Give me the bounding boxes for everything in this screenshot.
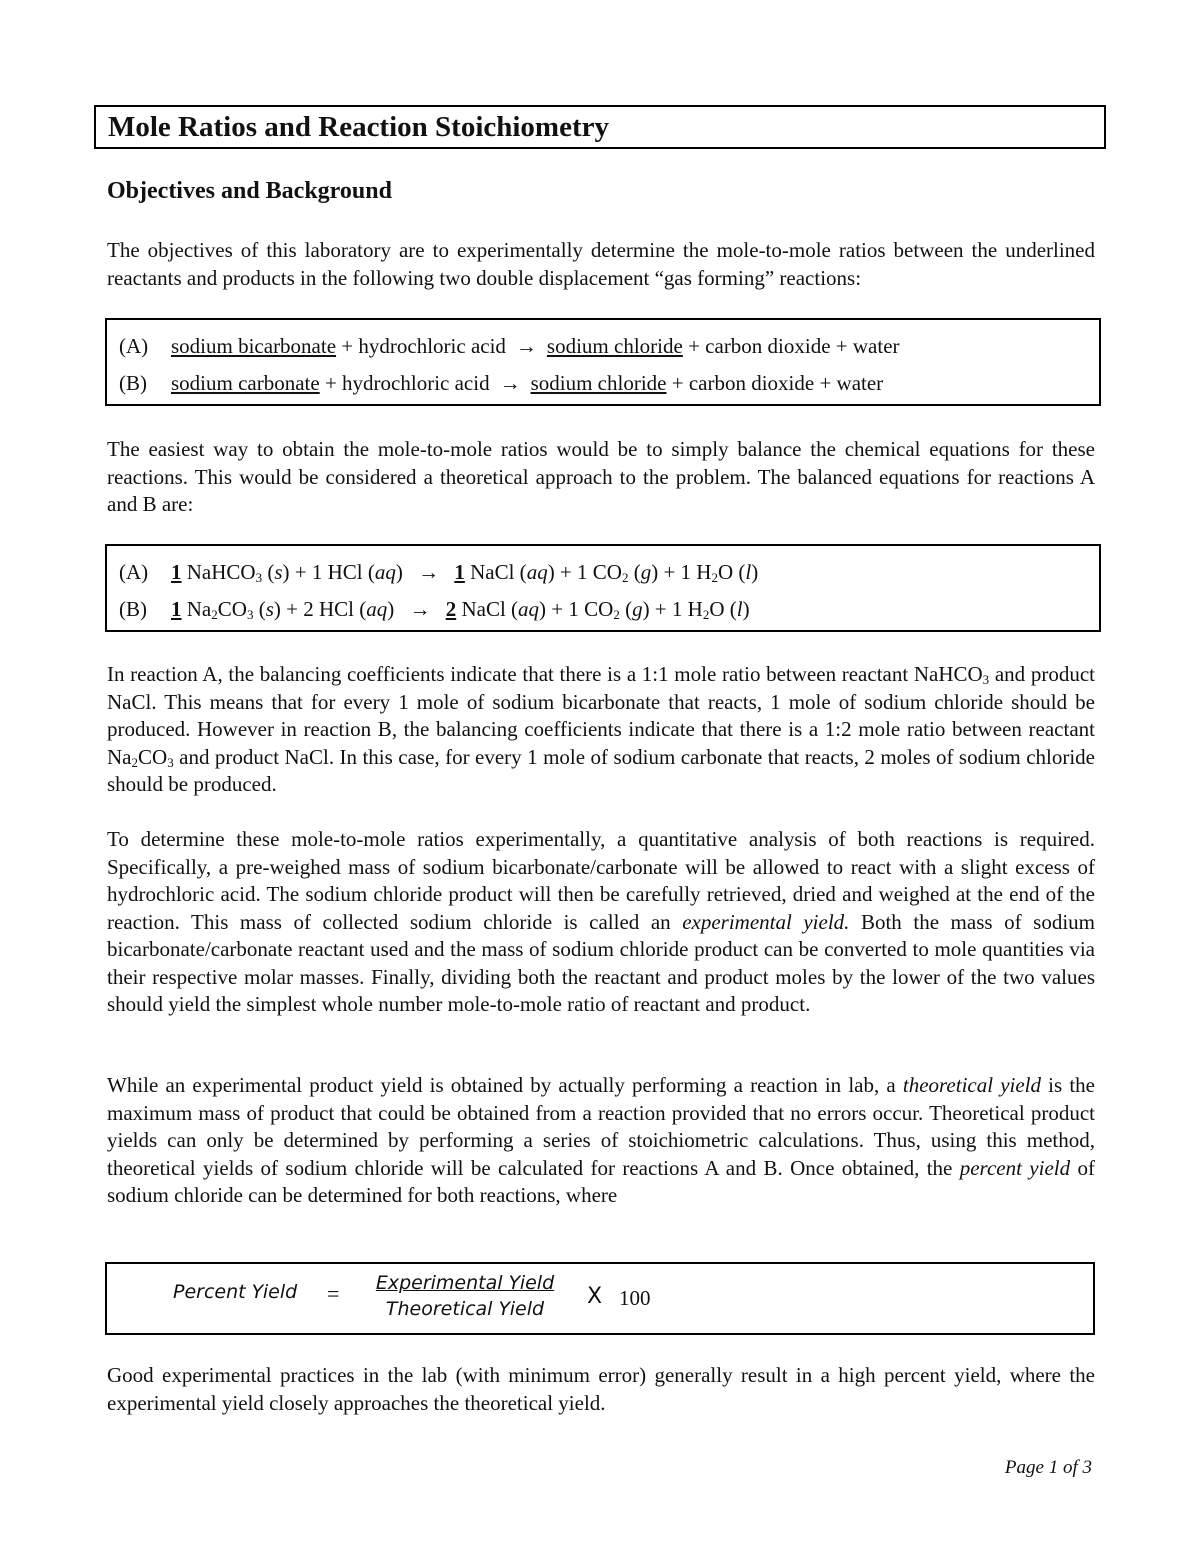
reactant-underlined: sodium carbonate [171, 371, 320, 395]
balanced-equations-box [105, 544, 1101, 632]
intro-paragraph: The objectives of this laboratory are to experimentally determine the mole-to-mole ratios between the underlined reactants and products in the following two double displacement “gas forming” reactions: [107, 238, 1095, 290]
title-box [94, 105, 1106, 149]
reactant: hydrochloric acid [342, 371, 490, 395]
formula-lhs: Percent Yield [173, 1281, 298, 1303]
equation-label: (B) [119, 597, 147, 621]
reaction-arrow: → [515, 334, 537, 358]
other-products: + carbon dioxide + water [666, 371, 884, 395]
formula-denominator: Theoretical Yield [385, 1298, 545, 1320]
formula-times: X [587, 1284, 603, 1309]
plus-sign: + [319, 371, 343, 395]
balanced-equation-b: (B) 1 $Na_2CO_3$ (s) + 2 HCl (aq) → 2 NaCl (aq) + 1 $CO_2$ (g) + 1 $H_2O$ (l) [119, 597, 750, 622]
reactant-underlined: sodium bicarbonate [171, 334, 337, 358]
formula-factor: 100 [619, 1286, 651, 1310]
page-title: Mole Ratios and Reaction Stoichiometry [108, 111, 609, 143]
equation-label: (A) [119, 334, 149, 358]
word-equations-box [105, 318, 1101, 406]
word-equation-b [119, 371, 883, 396]
equation-label: (A) [119, 560, 149, 584]
formula-fraction [373, 1270, 557, 1322]
reactant: hydrochloric acid [358, 334, 506, 358]
formula-numerator: Experimental Yield [375, 1272, 555, 1294]
theory-paragraph: The easiest way to obtain the mole-to-mole ratios would be to simply balance the chemical equations for these reactions. This would be considered a theoretical approach to the problem. The balanced equations for reactions A and B are: [107, 437, 1095, 516]
closing-paragraph: Good experimental practices in the lab (with minimum error) generally result in a high percent yield, where the experimental yield closely approaches the theoretical yield. [107, 1363, 1095, 1415]
product-underlined: sodium chloride [546, 334, 683, 358]
balanced-equation-a: (A) 1 NaHCO$_3$ (s) + 1 HCl (aq) → 1 NaCl (aq) + 1 $CO_2$ (g) + 1 $H_2O$ (l) [119, 560, 759, 585]
product-underlined: sodium chloride [530, 371, 667, 395]
page-number: Page 1 of 3 [1004, 1457, 1092, 1478]
ratio-paragraph: In reaction A, the balancing coefficients indicate that there is a 1:1 mole ratio between reactant NaHCO$_3$ and product NaCl. This means that for every 1 mole of sodium bicarbonate that reacts, 1 mole of sodium chloride should be produced. However in reaction B, the balancing coefficients indicate that there is a 1:2 mole ratio between reactant $Na_2CO_3$ and product NaCl. In this case, for every 1 mole of sodium carbonate that reacts, 2 moles of sodium chloride should be produced. [107, 662, 1095, 796]
word-equation-a [119, 334, 900, 359]
theoretical-paragraph: While an experimental product yield is obtained by actually performing a reaction in lab, a theoretical yield is the maximum mass of product that could be obtained from a reaction provided that no errors occur. Theoretical product yields can only be determined by performing a series of stoichiometric calculations. Thus, using this method, theoretical yields of sodium chloride will be calculated for reactions A and B. Once obtained, the percent yield of sodium chloride can be determined for both reactions, where [107, 1073, 1095, 1207]
equation-label: (B) [119, 371, 147, 395]
formula-equals: = [327, 1281, 340, 1306]
section-heading: Objectives and Background [107, 178, 392, 204]
percent-yield-formula-box [105, 1262, 1095, 1335]
plus-sign: + [336, 334, 359, 358]
reaction-arrow: → [499, 371, 521, 395]
experimental-paragraph: To determine these mole-to-mole ratios experimentally, a quantitative analysis of both reactions is required. Specifically, a pre-weighed mass of sodium bicarbonate/carbonate will be allowed to react with a slight excess of hydrochloric acid. The sodium chloride product will then be carefully retrieved, dried and weighed at the end of the reaction. This mass of collected sodium chloride is called an experimental yield. Both the mass of sodium bicarbonate/carbonate reactant used and the mass of sodium chloride product can be converted to mole quantities via their respective molar masses. Finally, dividing both the reactant and product moles by the lower of the two values should yield the simplest whole number mole-to-mole ratio of reactant and product. [107, 827, 1095, 1016]
other-products: + carbon dioxide + water [682, 334, 900, 358]
